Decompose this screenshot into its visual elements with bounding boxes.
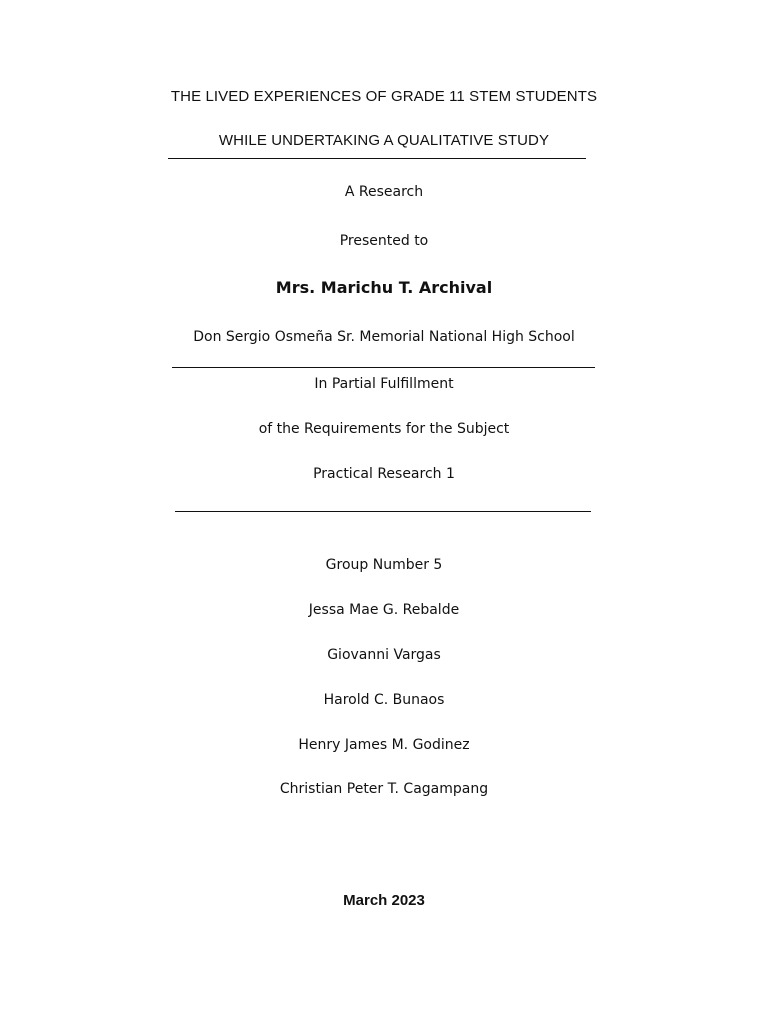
fulfillment-line-2: of the Requirements for the Subject [258,421,510,437]
group-member: Giovanni Vargas [327,647,441,663]
group-member: Henry James M. Godinez [298,737,470,753]
subject-rule [175,511,591,512]
school-rule [172,367,595,368]
group-member: Christian Peter T. Cagampang [279,781,489,797]
group-label: Group Number 5 [325,557,443,573]
title-rule [168,158,586,159]
fulfillment-line-1: In Partial Fulfillment [314,376,454,392]
submission-date: March 2023 [343,892,425,909]
school-name: Don Sergio Osmeña Sr. Memorial National High School [193,329,575,345]
title-line-2: WHILE UNDERTAKING A QUALITATIVE STUDY [218,132,550,149]
presented-to-label: Presented to [339,233,429,249]
title-line-1: THE LIVED EXPERIENCES OF GRADE 11 STEM STUDENTS [170,88,598,105]
group-member: Harold C. Bunaos [323,692,445,708]
document-kind: A Research [344,184,424,200]
subject-name: Practical Research 1 [313,466,455,482]
group-member: Jessa Mae G. Rebalde [308,602,460,618]
recipient-name: Mrs. Marichu T. Archival [275,278,493,297]
